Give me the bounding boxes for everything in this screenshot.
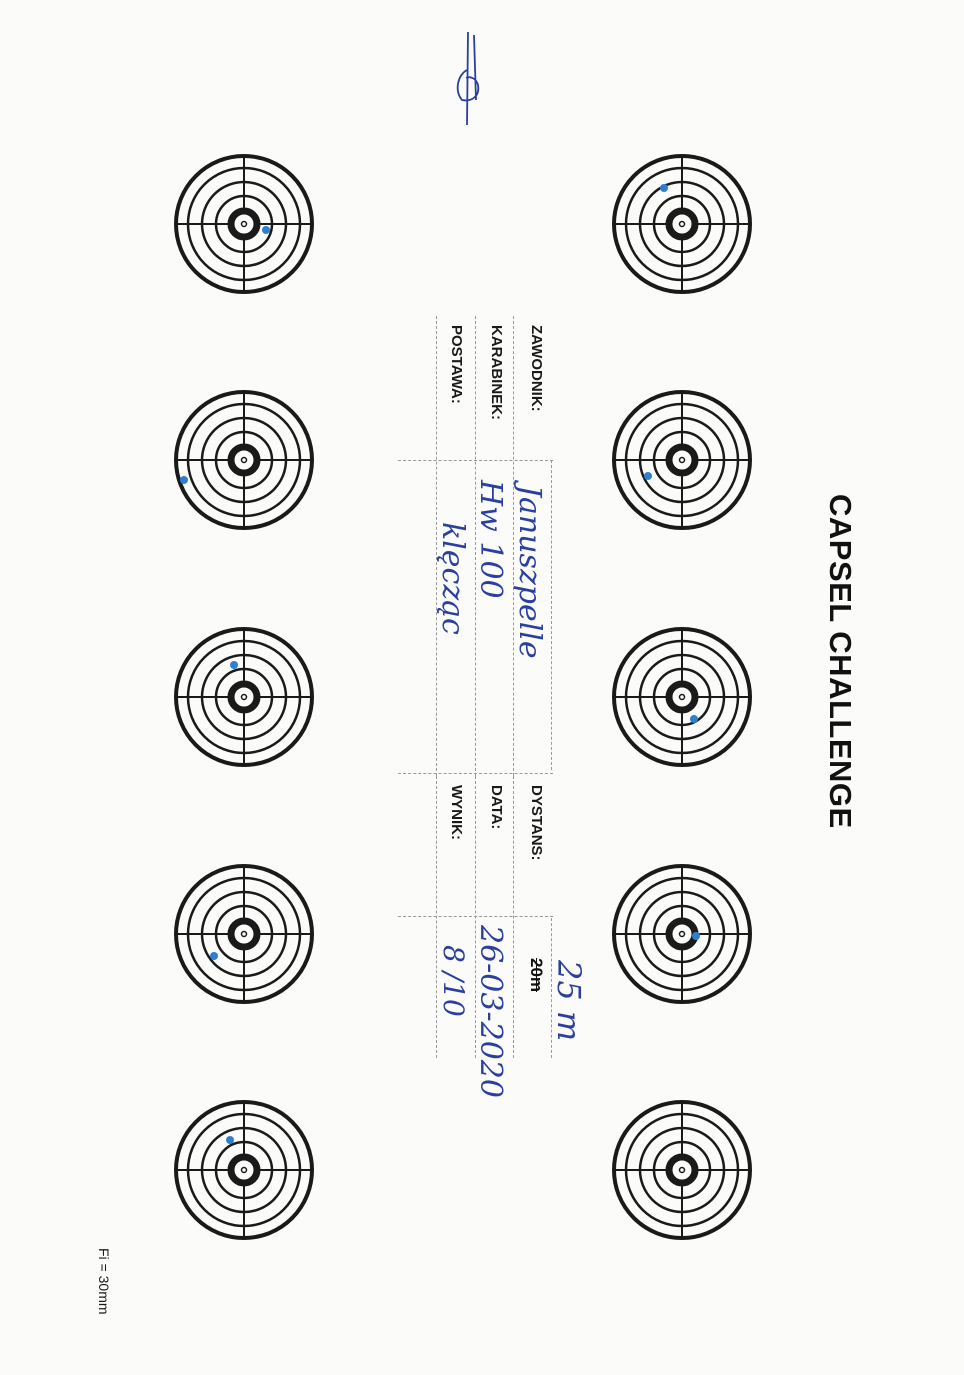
target-3-impact [690,715,698,723]
target-10-face [174,1100,314,1240]
target-10 [174,1100,314,1240]
target-2 [612,390,752,530]
target-7-impact [180,476,188,484]
footer-note: Fi = 30mm [96,1248,112,1315]
wynik-value: 8 /10 [437,945,470,1017]
postawa-label: POSTAWA: [448,325,465,404]
wynik-label: WYNIK: [448,785,465,840]
data-line [513,776,514,1058]
target-8 [174,627,314,767]
target-5 [612,1100,752,1240]
zawodnik-line [551,460,552,770]
target-8-impact [230,661,238,669]
target-9-face [174,864,314,1004]
target-7 [174,390,314,530]
target-6 [174,154,314,294]
target-1-impact [660,184,668,192]
zawodnik-label: ZAWODNIK: [528,325,545,412]
field-divider-1 [398,460,553,461]
dystans-label: DYSTANS: [528,785,545,861]
target-5-face [612,1100,752,1240]
target-6-impact [262,226,270,234]
target-3-face [612,627,752,767]
target-8-face [174,627,314,767]
target-2-face [612,390,752,530]
dystans-printed-value: 20m [527,958,546,993]
target-9-impact [210,952,218,960]
target-7-face [174,390,314,530]
zawodnik-value: Januszpelle [512,485,547,659]
signature-mark [450,30,490,130]
target-2-impact [644,472,652,480]
postawa-value: klęcząc [435,522,470,635]
target-4-impact [692,932,700,940]
target-1-face [612,154,752,294]
page-title: CAPSEL CHALLENGE [823,494,858,829]
target-1 [612,154,752,294]
karabinek-label: KARABINEK: [488,325,505,420]
field-divider-3 [398,916,553,917]
target-3 [612,627,752,767]
field-divider-2 [398,773,553,774]
target-10-impact [226,1136,234,1144]
karabinek-value: Hw 100 [473,480,508,599]
target-4 [612,864,752,1004]
target-4-face [612,864,752,1004]
data-label: DATA: [488,785,505,830]
data-value: 26-03-2020 [473,925,508,1098]
dystans-handwritten-value: 25 m [550,960,588,1042]
target-6-face [174,154,314,294]
target-9 [174,864,314,1004]
